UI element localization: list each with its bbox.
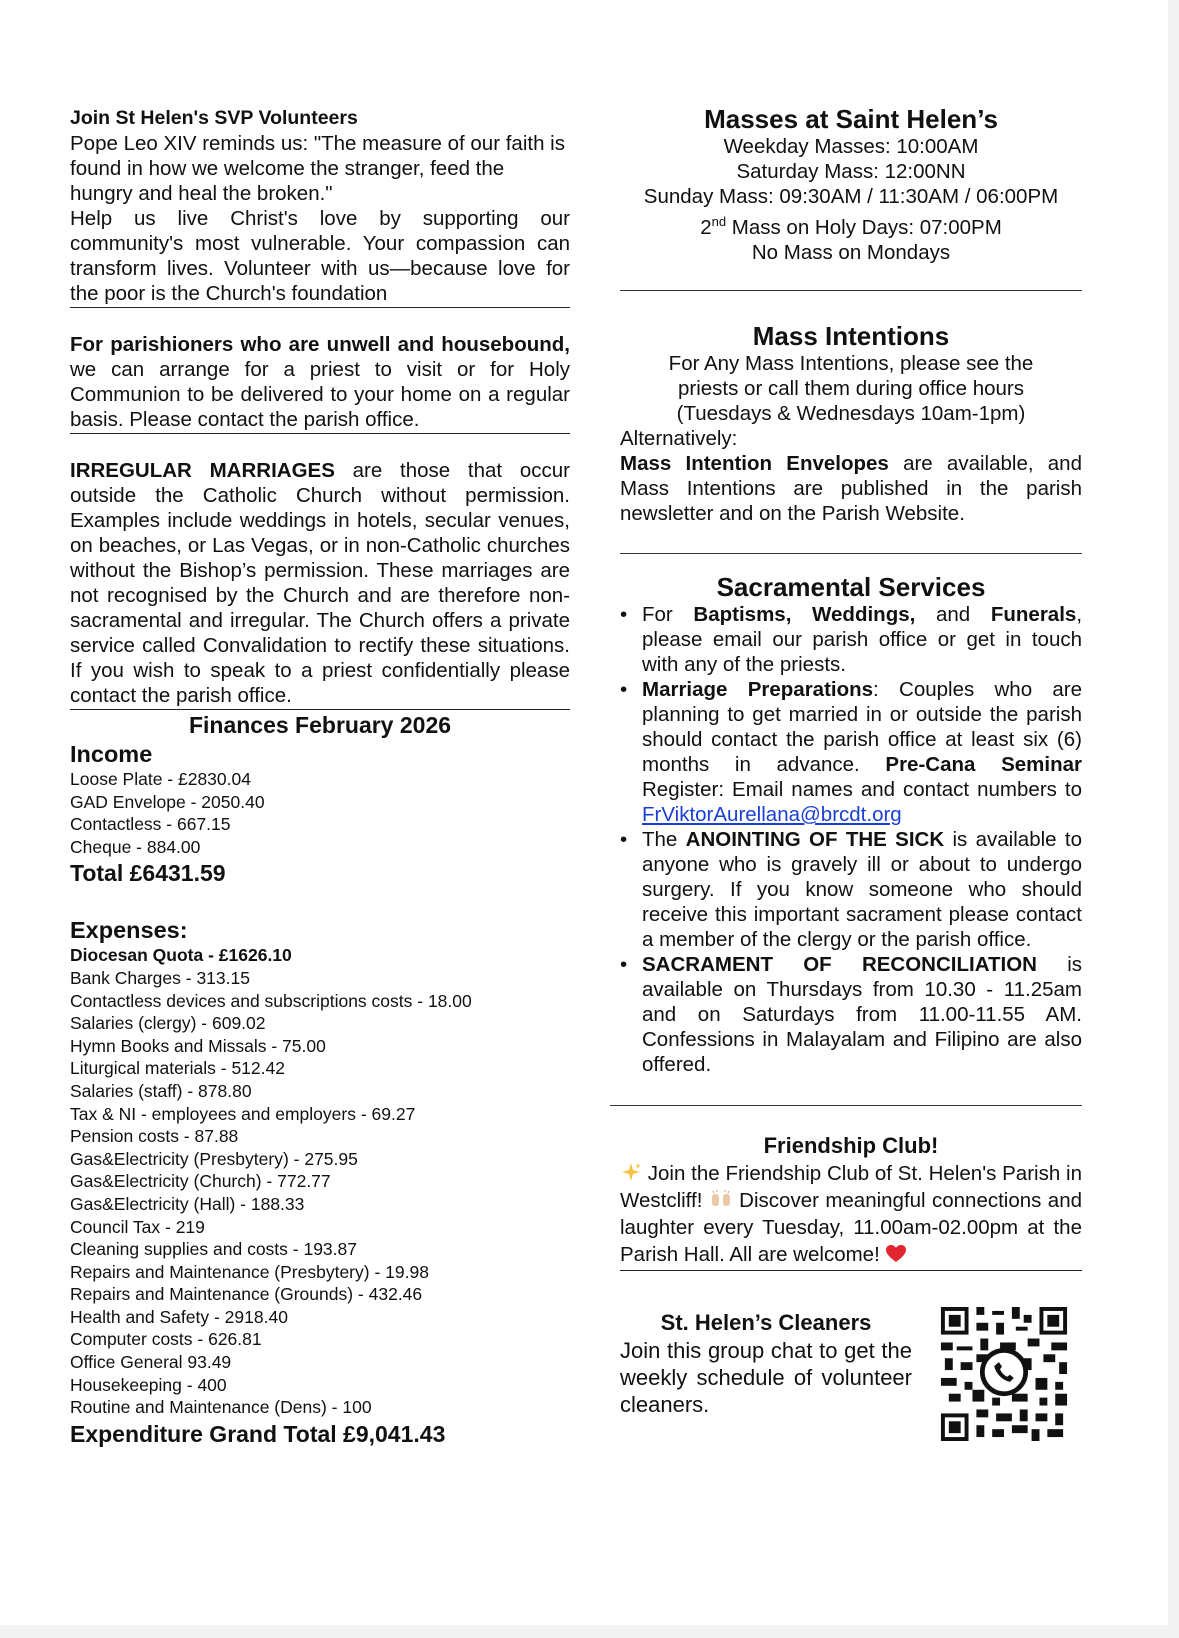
expenditure-grand-total: Expenditure Grand Total £9,041.43: [70, 1420, 446, 1447]
sacramental-title: Sacramental Services: [716, 571, 986, 602]
expense-diocesan-quota: Diocesan Quota - £1626.10: [70, 945, 292, 966]
income-item: Cheque - 884.00: [70, 836, 201, 857]
expense-item: Tax & NI - employees and employers - 69.27: [70, 1103, 416, 1124]
expense-item: Liturgical materials - 512.42: [70, 1058, 285, 1079]
intentions-line-1: For Any Mass Intentions, please see the: [668, 351, 1034, 375]
b4-text: is available on Thursdays from 10.30 - 11.25am and on Saturdays from 11.00-11.55 AM. Confessions in Malayalam and Filipino are also offered.: [642, 952, 1083, 1076]
intentions-alternatively: Alternatively:: [620, 426, 738, 450]
intentions-line-2: priests or call them during office hours: [677, 376, 1024, 400]
expense-item: Hymn Books and Missals - 75.00: [70, 1035, 326, 1056]
expense-item: Salaries (clergy) - 609.02: [70, 1013, 266, 1034]
weekday-masses: Weekday Masses: 10:00AM: [723, 135, 979, 158]
b1-post: , please email our parish office or get in touch with any of the priests.: [642, 602, 1083, 676]
holy-days-mass: [620, 209, 1082, 240]
divider: [620, 553, 1082, 554]
b1-bold-2: Funerals: [990, 602, 1077, 626]
mass-intentions-section: [620, 321, 1082, 526]
no-mass-mondays: No Mass on Mondays: [751, 240, 951, 264]
intentions-envelopes: [620, 451, 1082, 526]
sparkles-icon: [620, 1162, 642, 1182]
masses-section: [620, 104, 1082, 265]
friendship-section: [620, 1132, 1082, 1271]
housebound-body: we can arrange for a priest to visit or for Holy Communion to be delivered to your home on a regular basis. Please contact the parish office.: [70, 358, 570, 431]
heart-icon: [885, 1244, 907, 1264]
income-item: GAD Envelope - 2050.40: [70, 791, 265, 812]
envelopes-bold: Mass Intention Envelopes: [620, 451, 889, 475]
income-heading: Income: [70, 741, 153, 767]
expense-item: Computer costs - 626.81: [70, 1329, 262, 1350]
b2-bold-2: Pre-Cana Seminar: [885, 752, 1082, 776]
divider: [610, 1105, 1082, 1106]
email-link[interactable]: FrViktorAurellana@brcdt.org: [642, 802, 902, 826]
b2-text-2: Register: Email names and contact numbers to: [642, 777, 1082, 801]
expense-item: Repairs and Maintenance (Grounds) - 432.46: [70, 1284, 423, 1305]
whatsapp-qr-code[interactable]: [940, 1307, 1068, 1441]
irregular-marriages-body: are those that occur outside the Catholic Church without permission. Examples include weddings in hotels, secular venues, on beaches, or Las Vegas, or in non-Catholic churches without the Bishop’s permission. These marriages are not recognised by the Church and are therefore non-sacramental and irregular. The Church offers a private service called Convalidation to rectify these situations. If you wish to speak to a priest confidentially please contact the parish office.: [70, 459, 570, 707]
income-list: [70, 768, 570, 858]
sacramental-item-marriage: [620, 677, 1082, 827]
income-item: Loose Plate - £2830.04: [70, 769, 251, 789]
expenses-heading: Expenses:: [70, 917, 188, 944]
friendship-text-1: Join the Friendship Club of St. Helen's Parish in Westcliff!: [620, 1161, 1082, 1212]
bullet-icon: •: [620, 952, 628, 976]
cleaners-text-block: [620, 1309, 912, 1418]
svp-appeal: Help us live Christ's love by supporting our community's most vulnerable. Your compassion can transform lives. Volunteer with us—because love for the poor is the Church's foundation: [70, 207, 570, 305]
expense-item: Contactless devices and subscriptions costs - 18.00: [70, 990, 472, 1011]
sacramental-item-baptisms: [620, 602, 1082, 677]
svp-quote: Pope Leo XIV reminds us: "The measure of our faith is found in how we welcome the stranger, feed the hungry and heal the broken.": [70, 132, 565, 205]
intentions-line-3: (Tuesdays & Wednesdays 10am-1pm): [676, 401, 1026, 425]
raised-hands-icon: [709, 1189, 733, 1209]
friendship-text-2: Discover meaningful connections and laughter every Tuesday, 11.00am-02.00pm at the Parish Hall. All are welcome!: [620, 1188, 1082, 1266]
expense-item: Gas&Electricity (Hall) - 188.33: [70, 1193, 305, 1214]
income-item: Contactless - 667.15: [70, 814, 231, 835]
housebound-section: [70, 332, 570, 434]
sacramental-section: [620, 572, 1082, 1077]
b3-pre: The: [642, 827, 686, 851]
svp-title: Join St Helen's SVP Volunteers: [70, 107, 358, 129]
right-column: [620, 104, 1082, 1449]
b2-bold-1: Marriage Preparations: [642, 677, 874, 701]
sacramental-item-anointing: [620, 827, 1082, 952]
holy-days-text: Mass on Holy Days: 07:00PM: [726, 215, 1002, 239]
holy-days-number: 2: [700, 215, 712, 239]
b1-mid: and: [915, 602, 991, 626]
cleaners-title: St. Helen’s Cleaners: [660, 1309, 872, 1335]
expense-item: Routine and Maintenance (Dens) - 100: [70, 1397, 372, 1418]
expense-item: Cleaning supplies and costs - 193.87: [70, 1239, 357, 1260]
income-total: Total £6431.59: [70, 860, 226, 887]
cleaners-text: Join this group chat to get the weekly schedule of volunteer cleaners.: [620, 1337, 912, 1417]
irregular-marriages-text: [70, 458, 570, 708]
b1-bold-1: Baptisms, Weddings,: [693, 602, 916, 626]
expense-item: Salaries (staff) - 878.80: [70, 1080, 252, 1101]
expense-item: Pension costs - 87.88: [70, 1126, 239, 1147]
cleaners-section: [620, 1309, 1082, 1449]
bullet-icon: •: [620, 677, 628, 701]
left-column: [70, 106, 570, 1449]
sunday-mass: Sunday Mass: 09:30AM / 11:30AM / 06:00PM: [643, 185, 1059, 208]
mass-intentions-title: Mass Intentions: [752, 320, 950, 351]
saturday-mass: Saturday Mass: 12:00NN: [736, 160, 966, 183]
b2-text-1: : Couples who are planning to get married in or outside the parish should contact the parish office at least six (6) months in advance.: [642, 677, 1082, 776]
divider: [620, 290, 1082, 291]
expense-item: Repairs and Maintenance (Presbytery) - 19.98: [70, 1261, 429, 1282]
envelopes-text: are available, and Mass Intentions are published in the parish newsletter and on the Parish Website.: [620, 451, 1082, 525]
friendship-text: [620, 1160, 1082, 1268]
sacramental-item-reconciliation: [620, 952, 1082, 1077]
expense-list: [70, 967, 570, 1419]
expense-item: Housekeeping - 400: [70, 1374, 227, 1395]
finances-section: [70, 710, 570, 1449]
holy-days-suffix: nd: [711, 214, 727, 229]
expense-item: Gas&Electricity (Church) - 772.77: [70, 1171, 331, 1192]
irregular-marriages-bold: IRREGULAR MARRIAGES: [70, 459, 335, 482]
b3-bold: ANOINTING OF THE SICK: [685, 827, 945, 851]
b4-bold: SACRAMENT OF RECONCILIATION: [642, 952, 1037, 976]
expense-item: Bank Charges - 313.15: [70, 967, 250, 988]
housebound-bold: For parishioners who are unwell and housebound,: [70, 333, 570, 356]
expense-item: Health and Safety - 2918.40: [70, 1306, 288, 1327]
expense-item: Office General 93.49: [70, 1352, 232, 1373]
svp-section: [70, 106, 570, 308]
friendship-title: Friendship Club!: [763, 1132, 939, 1158]
b3-text: is available to anyone who is gravely ill or about to undergo surgery. If you know someone who should receive this important sacrament please contact a member of the clergy or the parish office.: [642, 827, 1082, 951]
whatsapp-icon: [982, 1350, 1025, 1393]
finances-title: Finances February 2026: [188, 712, 452, 738]
bullet-icon: •: [620, 602, 628, 626]
b1-pre: For: [642, 602, 694, 626]
housebound-text: [70, 332, 570, 432]
irregular-marriages-section: [70, 458, 570, 710]
sacramental-list: [620, 602, 1082, 1077]
expense-item: Gas&Electricity (Presbytery) - 275.95: [70, 1148, 358, 1169]
expense-item: Council Tax - 219: [70, 1216, 205, 1237]
masses-title: Masses at Saint Helen’s: [704, 104, 998, 134]
bullet-icon: •: [620, 827, 628, 851]
